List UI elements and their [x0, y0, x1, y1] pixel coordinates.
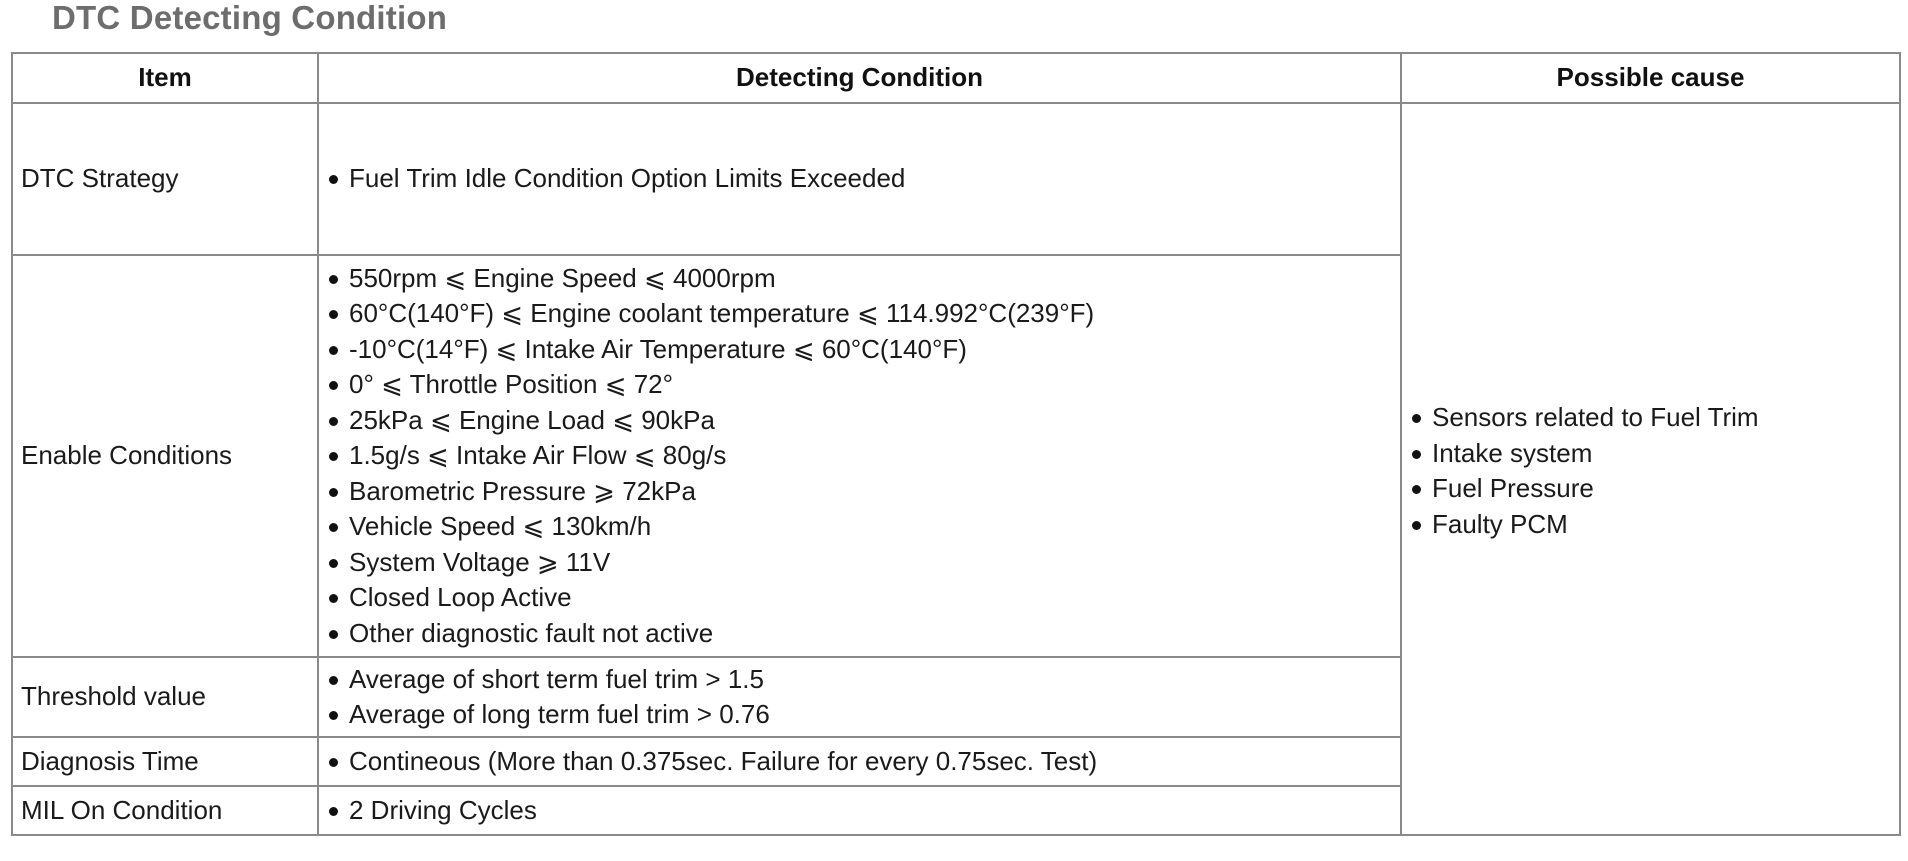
header-item: Item	[12, 53, 318, 103]
condition-item: 1.5g/s ⩽ Intake Air Flow ⩽ 80g/s	[327, 438, 1392, 474]
condition-list	[327, 744, 1392, 780]
header-detecting-condition: Detecting Condition	[318, 53, 1401, 103]
condition-item: Other diagnostic fault not active	[327, 616, 1392, 652]
condition-item: Barometric Pressure ⩾ 72kPa	[327, 474, 1392, 510]
condition-item: 0° ⩽ Throttle Position ⩽ 72°	[327, 367, 1392, 403]
possible-cause-cell	[1401, 103, 1900, 835]
condition-list	[327, 662, 1392, 733]
item-cell-mil-on-condition: MIL On Condition	[12, 786, 318, 835]
condition-cell-mil-on-condition	[318, 786, 1401, 835]
cause-item: Intake system	[1410, 436, 1891, 472]
condition-item: Contineous (More than 0.375sec. Failure for every 0.75sec. Test)	[327, 744, 1392, 780]
condition-item: 25kPa ⩽ Engine Load ⩽ 90kPa	[327, 403, 1392, 439]
condition-list	[327, 793, 1392, 829]
condition-item: System Voltage ⩾ 11V	[327, 545, 1392, 581]
item-cell-diagnosis-time: Diagnosis Time	[12, 737, 318, 786]
condition-cell-diagnosis-time	[318, 737, 1401, 786]
item-cell-threshold-value: Threshold value	[12, 657, 318, 737]
condition-list	[327, 161, 1392, 197]
item-cell-enable-conditions: Enable Conditions	[12, 255, 318, 657]
condition-item: 2 Driving Cycles	[327, 793, 1392, 829]
cause-item: Faulty PCM	[1410, 507, 1891, 543]
condition-item: Average of short term fuel trim > 1.5	[327, 662, 1392, 698]
condition-item: -10°C(14°F) ⩽ Intake Air Temperature ⩽ 60°C(140°F)	[327, 332, 1392, 368]
cause-item: Fuel Pressure	[1410, 471, 1891, 507]
condition-item: Vehicle Speed ⩽ 130km/h	[327, 509, 1392, 545]
condition-cell-enable-conditions	[318, 255, 1401, 657]
condition-cell-dtc-strategy	[318, 103, 1401, 255]
possible-cause-list	[1410, 400, 1891, 542]
page-title: DTC Detecting Condition	[52, 0, 448, 36]
condition-item: Closed Loop Active	[327, 580, 1392, 616]
condition-list	[327, 261, 1392, 652]
table-row	[12, 103, 1900, 255]
condition-item: 60°C(140°F) ⩽ Engine coolant temperature ⩽ 114.992°C(239°F)	[327, 296, 1392, 332]
item-cell-dtc-strategy: DTC Strategy	[12, 103, 318, 255]
table-header-row	[12, 53, 1900, 103]
header-possible-cause: Possible cause	[1401, 53, 1900, 103]
dtc-condition-table	[11, 52, 1901, 836]
condition-item: Fuel Trim Idle Condition Option Limits Exceeded	[327, 161, 1392, 197]
condition-item: Average of long term fuel trim > 0.76	[327, 697, 1392, 733]
condition-item: 550rpm ⩽ Engine Speed ⩽ 4000rpm	[327, 261, 1392, 297]
condition-cell-threshold-value	[318, 657, 1401, 737]
cause-item: Sensors related to Fuel Trim	[1410, 400, 1891, 436]
